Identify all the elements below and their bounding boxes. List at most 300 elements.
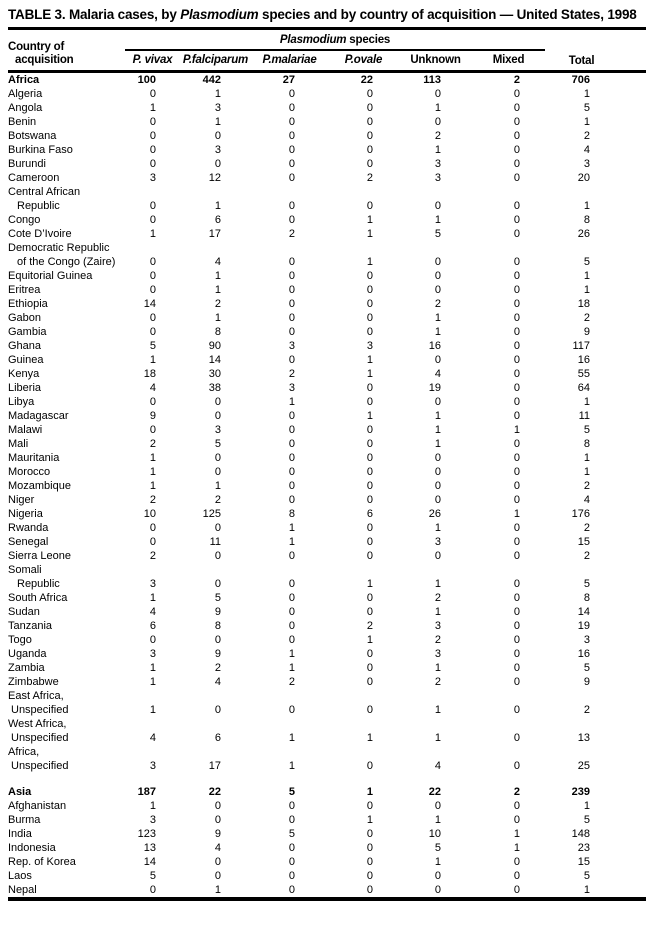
table-row (8, 521, 646, 535)
value-cell: 1 (149, 662, 156, 674)
value-cell: 18 (143, 368, 156, 380)
value-cell: 0 (513, 214, 521, 226)
title-rule (8, 27, 646, 30)
value-cell: 2 (434, 676, 441, 688)
value-cell: 0 (366, 676, 373, 688)
value-cell: 0 (513, 592, 521, 604)
value-cell: 0 (513, 884, 521, 896)
value-cell: 3 (366, 340, 373, 352)
value-cell: 0 (513, 116, 521, 128)
value-cell: 0 (366, 452, 373, 464)
value-cell: 3 (288, 382, 295, 394)
country-cell: Cameroon (8, 172, 60, 184)
table-row (8, 759, 646, 773)
value-cell: 1 (434, 326, 441, 338)
value-cell: 4 (583, 144, 591, 156)
value-cell: 0 (366, 550, 373, 562)
value-cell: 5 (214, 592, 221, 604)
value-cell: 442 (202, 74, 221, 86)
value-cell: 4 (149, 606, 156, 618)
value-cell: 11 (209, 536, 221, 548)
value-cell: 4 (434, 368, 441, 380)
value-cell: 2 (214, 494, 221, 506)
total-column-header: Total (568, 55, 595, 67)
value-cell: 6 (214, 732, 221, 744)
country-cell: Rep. of Korea (8, 856, 76, 868)
value-cell: 0 (513, 856, 521, 868)
country-cell: Equitorial Guinea (8, 270, 93, 282)
value-cell: 5 (583, 578, 591, 590)
value-cell: 0 (214, 396, 221, 408)
malaria-cases-table (8, 31, 646, 901)
value-cell: 0 (149, 130, 156, 142)
value-cell: 9 (583, 676, 591, 688)
value-cell: 9 (583, 326, 591, 338)
country-cell: Niger (8, 494, 35, 506)
value-cell: 3 (583, 634, 591, 646)
value-cell: 0 (288, 870, 295, 882)
value-cell: 3 (149, 172, 156, 184)
value-cell: 0 (434, 494, 441, 506)
value-cell: 0 (288, 814, 295, 826)
table-row (8, 409, 646, 423)
value-cell: 0 (288, 410, 295, 422)
value-cell: 0 (366, 200, 373, 212)
value-cell: 1 (214, 884, 221, 896)
country-cell: Central African (8, 186, 81, 198)
table-row (8, 745, 646, 759)
value-cell: 1 (434, 522, 441, 534)
value-cell: 0 (434, 550, 441, 562)
value-cell: 0 (214, 856, 221, 868)
value-cell: 2 (583, 550, 591, 562)
value-cell: 6 (149, 620, 156, 632)
country-cell: Somali (8, 564, 42, 576)
value-cell: 0 (366, 760, 373, 772)
value-cell: 0 (214, 410, 221, 422)
value-cell: 0 (214, 800, 221, 812)
spacer-row (8, 773, 646, 785)
country-cell: Africa (8, 74, 40, 86)
unknown-column-header: Unknown (410, 54, 461, 66)
country-cell: Libya (8, 396, 35, 408)
value-cell: 0 (513, 438, 521, 450)
value-cell: 0 (288, 620, 295, 632)
value-cell: 17 (208, 228, 221, 240)
table-row (8, 535, 646, 549)
country-cell: Guinea (8, 354, 44, 366)
value-cell: 1 (288, 522, 295, 534)
value-cell: 0 (513, 158, 521, 170)
value-cell: 0 (366, 480, 373, 492)
value-cell: 22 (428, 786, 441, 798)
country-cell: Zimbabwe (8, 676, 59, 688)
value-cell: 16 (577, 648, 591, 660)
value-cell: 5 (149, 870, 156, 882)
value-cell: 0 (149, 284, 156, 296)
value-cell: 1 (434, 214, 441, 226)
value-cell: 187 (137, 786, 156, 798)
value-cell: 1 (583, 800, 591, 812)
value-cell: 0 (513, 620, 521, 632)
value-cell: 0 (513, 648, 521, 660)
table-row (8, 813, 646, 827)
value-cell: 0 (366, 382, 373, 394)
value-cell: 1 (149, 354, 156, 366)
value-cell: 0 (513, 284, 521, 296)
value-cell: 6 (366, 508, 373, 520)
value-cell: 148 (571, 828, 591, 840)
value-cell: 2 (149, 550, 156, 562)
value-cell: 0 (513, 354, 521, 366)
value-cell: 22 (208, 786, 221, 798)
value-cell: 0 (513, 676, 521, 688)
value-cell: 0 (513, 800, 521, 812)
value-cell: 0 (366, 158, 373, 170)
value-cell: 0 (288, 466, 295, 478)
value-cell: 0 (288, 494, 295, 506)
value-cell: 0 (214, 522, 221, 534)
value-cell: 0 (366, 856, 373, 868)
value-cell: 2 (288, 676, 295, 688)
value-cell: 4 (149, 382, 156, 394)
value-cell: 0 (288, 842, 295, 854)
value-cell: 14 (208, 354, 221, 366)
value-cell: 0 (149, 214, 156, 226)
table-row (8, 619, 646, 633)
value-cell: 22 (360, 74, 373, 86)
value-cell: 1 (149, 704, 156, 716)
table-row (8, 855, 646, 869)
table-row (8, 157, 646, 171)
value-cell: 2 (288, 228, 295, 240)
country-cell: Republic (17, 578, 60, 590)
value-cell: 1 (513, 842, 521, 854)
value-cell: 1 (583, 284, 591, 296)
country-cell: Burma (8, 814, 41, 826)
value-cell: 1 (434, 410, 441, 422)
value-cell: 17 (208, 760, 221, 772)
country-cell: East Africa, (8, 690, 64, 702)
value-cell: 3 (214, 144, 221, 156)
value-cell: 5 (583, 814, 591, 826)
table-row (8, 785, 646, 799)
value-cell: 55 (577, 368, 591, 380)
value-cell: 1 (434, 814, 441, 826)
table-row (8, 171, 646, 185)
value-cell: 1 (288, 536, 295, 548)
value-cell: 0 (434, 354, 441, 366)
value-cell: 19 (428, 382, 441, 394)
value-cell: 0 (513, 298, 521, 310)
value-cell: 0 (513, 368, 521, 380)
table-row (8, 311, 646, 325)
value-cell: 8 (288, 508, 295, 520)
country-cell: Benin (8, 116, 37, 128)
table-row (8, 381, 646, 395)
value-cell: 5 (583, 870, 591, 882)
country-cell: Asia (8, 786, 32, 798)
value-cell: 0 (288, 298, 295, 310)
value-cell: 0 (366, 870, 373, 882)
table-row (8, 199, 646, 213)
value-cell: 0 (513, 312, 521, 324)
country-cell: Morocco (8, 466, 51, 478)
country-cell: Gabon (8, 312, 42, 324)
value-cell: 1 (214, 312, 221, 324)
table-row (8, 297, 646, 311)
value-cell: 0 (434, 884, 441, 896)
value-cell: 5 (434, 228, 441, 240)
country-cell: Senegal (8, 536, 49, 548)
value-cell: 5 (583, 424, 591, 436)
value-cell: 0 (366, 312, 373, 324)
empty-cell (125, 563, 646, 577)
value-cell: 1 (434, 662, 441, 674)
value-cell: 1 (434, 856, 441, 868)
table-row (8, 241, 646, 255)
value-cell: 0 (214, 550, 221, 562)
value-cell: 1 (214, 284, 221, 296)
value-cell: 0 (366, 648, 373, 660)
table-row (8, 269, 646, 283)
value-cell: 0 (513, 466, 521, 478)
value-cell: 0 (513, 732, 521, 744)
value-cell: 0 (214, 452, 221, 464)
value-cell: 23 (577, 842, 591, 854)
value-cell: 14 (577, 606, 591, 618)
value-cell: 0 (366, 884, 373, 896)
value-cell: 4 (434, 760, 441, 772)
value-cell: 0 (366, 522, 373, 534)
plasmodium-species-group-header (125, 31, 545, 50)
value-cell: 0 (288, 884, 295, 896)
value-cell: 0 (366, 828, 373, 840)
country-cell: Nigeria (8, 508, 43, 520)
country-cell: West Africa, (8, 718, 67, 730)
country-cell: Sierra Leone (8, 550, 71, 562)
value-cell: 0 (434, 480, 441, 492)
value-cell: 2 (583, 522, 591, 534)
table-row (8, 185, 646, 199)
species-group-italic: Plasmodium (279, 34, 347, 46)
spacer-cell (8, 773, 646, 785)
country-cell: Malawi (8, 424, 43, 436)
value-cell: 5 (583, 256, 591, 268)
country-cell: Ethiopia (8, 298, 48, 310)
value-cell: 19 (577, 620, 591, 632)
value-cell: 0 (513, 522, 521, 534)
value-cell: 123 (137, 828, 156, 840)
species-group-rest: species (346, 34, 391, 46)
table-row (8, 87, 646, 101)
table-row (8, 731, 646, 745)
value-cell: 2 (434, 130, 441, 142)
value-cell: 1 (288, 760, 295, 772)
value-cell: 1 (149, 452, 156, 464)
value-cell: 117 (572, 340, 591, 352)
value-cell: 3 (288, 340, 295, 352)
value-cell: 1 (434, 102, 441, 114)
table-header (8, 31, 646, 72)
value-cell: 0 (513, 550, 521, 562)
table-row (8, 647, 646, 661)
value-cell: 1 (583, 116, 591, 128)
empty-cell (125, 745, 646, 759)
value-cell: 0 (288, 592, 295, 604)
value-cell: 3 (434, 620, 441, 632)
value-cell: 0 (149, 396, 156, 408)
value-cell: 1 (434, 578, 441, 590)
value-cell: 5 (288, 786, 295, 798)
value-cell: 0 (366, 284, 373, 296)
value-cell: 0 (434, 396, 441, 408)
value-cell: 0 (288, 354, 295, 366)
value-cell: 1 (288, 648, 295, 660)
value-cell: 0 (288, 800, 295, 812)
value-cell: 3 (434, 172, 441, 184)
value-cell: 3 (149, 814, 156, 826)
value-cell: 1 (214, 270, 221, 282)
mixed-column-header: Mixed (492, 54, 525, 66)
value-cell: 9 (149, 410, 156, 422)
value-cell: 2 (366, 620, 373, 632)
value-cell: 6 (214, 214, 221, 226)
value-cell: 26 (428, 508, 441, 520)
country-cell: Mozambique (8, 480, 71, 492)
country-cell: Botswana (8, 130, 57, 142)
value-cell: 8 (214, 620, 221, 632)
value-cell: 38 (208, 382, 221, 394)
value-cell: 3 (149, 648, 156, 660)
country-cell: Togo (8, 634, 32, 646)
value-cell: 0 (366, 88, 373, 100)
value-cell: 0 (214, 814, 221, 826)
value-cell: 1 (149, 480, 156, 492)
country-cell: Tanzania (8, 620, 53, 632)
value-cell: 0 (149, 88, 156, 100)
value-cell: 1 (434, 424, 441, 436)
country-cell: Ghana (8, 340, 42, 352)
value-cell: 0 (288, 172, 295, 184)
value-cell: 10 (143, 508, 156, 520)
value-cell: 0 (288, 480, 295, 492)
value-cell: 0 (149, 522, 156, 534)
value-cell: 125 (202, 508, 221, 520)
value-cell: 0 (366, 270, 373, 282)
empty-cell (125, 185, 646, 199)
value-cell: 8 (583, 592, 591, 604)
value-cell: 2 (583, 130, 591, 142)
table-row (8, 479, 646, 493)
value-cell: 4 (149, 732, 156, 744)
value-cell: 0 (149, 270, 156, 282)
value-cell: 2 (214, 662, 221, 674)
value-cell: 15 (577, 536, 591, 548)
value-cell: 0 (214, 634, 221, 646)
empty-cell (125, 717, 646, 731)
value-cell: 4 (214, 256, 221, 268)
country-cell: Angola (8, 102, 43, 114)
value-cell: 1 (288, 396, 295, 408)
value-cell: 0 (366, 494, 373, 506)
value-cell: 4 (214, 842, 221, 854)
value-cell: 0 (513, 102, 521, 114)
table-row (8, 577, 646, 591)
value-cell: 2 (434, 298, 441, 310)
value-cell: 1 (366, 354, 373, 366)
value-cell: 0 (513, 144, 521, 156)
table-row (8, 465, 646, 479)
value-cell: 0 (366, 592, 373, 604)
value-cell: 0 (513, 814, 521, 826)
value-cell: 16 (428, 340, 441, 352)
value-cell: 1 (214, 480, 221, 492)
value-cell: 13 (143, 842, 156, 854)
value-cell: 2 (583, 704, 591, 716)
table-row (8, 325, 646, 339)
value-cell: 0 (149, 424, 156, 436)
value-cell: 0 (513, 536, 521, 548)
value-cell: 1 (149, 592, 156, 604)
value-cell: 1 (288, 662, 295, 674)
value-cell: 0 (513, 704, 521, 716)
value-cell: 3 (214, 102, 221, 114)
value-cell: 0 (434, 466, 441, 478)
value-cell: 3 (214, 424, 221, 436)
value-cell: 0 (288, 578, 295, 590)
table-row (8, 283, 646, 297)
country-cell: Mauritania (8, 452, 60, 464)
value-cell: 4 (583, 494, 591, 506)
value-cell: 1 (366, 228, 373, 240)
value-cell: 0 (288, 550, 295, 562)
value-cell: 0 (288, 284, 295, 296)
value-cell: 8 (583, 214, 591, 226)
value-cell: 0 (513, 88, 521, 100)
value-cell: 3 (149, 578, 156, 590)
value-cell: 1 (583, 88, 591, 100)
table-title (8, 6, 646, 23)
value-cell: 0 (288, 158, 295, 170)
value-cell: 1 (149, 676, 156, 688)
value-cell: 0 (513, 200, 521, 212)
value-cell: 1 (149, 466, 156, 478)
table-row (8, 367, 646, 381)
value-cell: 30 (208, 368, 221, 380)
country-cell: India (8, 828, 32, 840)
value-cell: 1 (513, 508, 521, 520)
value-cell: 0 (149, 326, 156, 338)
value-cell: 0 (288, 312, 295, 324)
table-row (8, 72, 646, 88)
value-cell: 5 (583, 662, 591, 674)
value-cell: 0 (149, 200, 156, 212)
value-cell: 0 (288, 856, 295, 868)
empty-cell (125, 689, 646, 703)
table-row (8, 423, 646, 437)
value-cell: 0 (214, 158, 221, 170)
value-cell: 0 (513, 228, 521, 240)
value-cell: 0 (288, 88, 295, 100)
value-cell: 15 (577, 856, 591, 868)
table-row (8, 869, 646, 883)
value-cell: 0 (366, 662, 373, 674)
value-cell: 1 (366, 214, 373, 226)
value-cell: 239 (571, 786, 591, 798)
value-cell: 20 (577, 172, 591, 184)
value-cell: 0 (513, 340, 521, 352)
